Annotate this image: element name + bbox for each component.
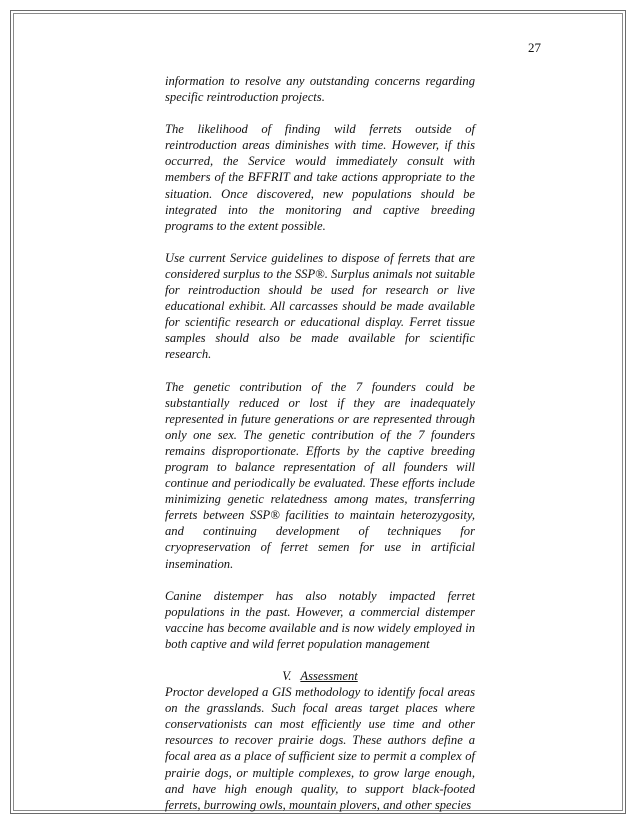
paragraph-surplus-ferrets: Use current Service guidelines to dispose of ferrets that are considered surplus to the SSP®. Surplus animals not suitable for reintroduction should be used for research or live educational exhibit. All carcasses should be made available for scientific research or educational display. Ferret tissue samples should also be made available for scientific research. [165,250,475,362]
document-body [165,73,475,813]
section-title: Assessment [300,669,358,683]
paragraph-canine-distemper: Canine distemper has also notably impacted ferret populations in the past. However, a commercial distemper vaccine has become available and is now widely employed in both captive and wild ferret population management [165,588,475,651]
paragraph-genetic-contribution: The genetic contribution of the 7 founders could be substantially reduced or lost if they are inadequately represented in future generations or are represented through only one sex. The genetic contribution of the 7 founders remains disproportionate. Efforts by the captive breeding program to balance representation of all founders will continue and periodically be evaluated. These efforts include minimizing genetic relatedness among mates, transferring ferrets between SSP® facilities to maintain heterozygosity, and continuing development of techniques for cryopreservation of ferret semen for use in artificial insemination. [165,379,475,571]
paragraph-gap [165,234,475,250]
paragraph-gap [165,363,475,379]
section-heading [165,668,475,684]
paragraph-assessment: Proctor developed a GIS methodology to identify focal areas on the grasslands. Such focal areas target places where conservationists can most efficiently use time and other resources to recover prairie dogs. These authors define a focal area as a place of sufficient size to permit a complex of prairie dogs, or multiple complexes, to grow large enough, and have high enough quality, to support black-footed ferrets, burrowing owls, mountain plovers, and other species [165,685,475,812]
paragraph-gap [165,652,475,668]
paragraph-wild-ferrets: The likelihood of finding wild ferrets outside of reintroduction areas diminishes with time. However, if this occurred, the Service would immediately consult with members of the BFFRIT and take actions appropriate to the situation. Once discovered, new populations should be integrated into the monitoring and captive breeding programs to the extent possible. [165,122,475,233]
paragraph-gap [165,572,475,588]
page-number: 27 [528,40,541,55]
paragraph-gap [165,105,475,121]
section-number: V. [282,669,292,683]
paragraph-reintroduction-concerns: information to resolve any outstanding concerns regarding specific reintroduction projects. [165,74,475,105]
